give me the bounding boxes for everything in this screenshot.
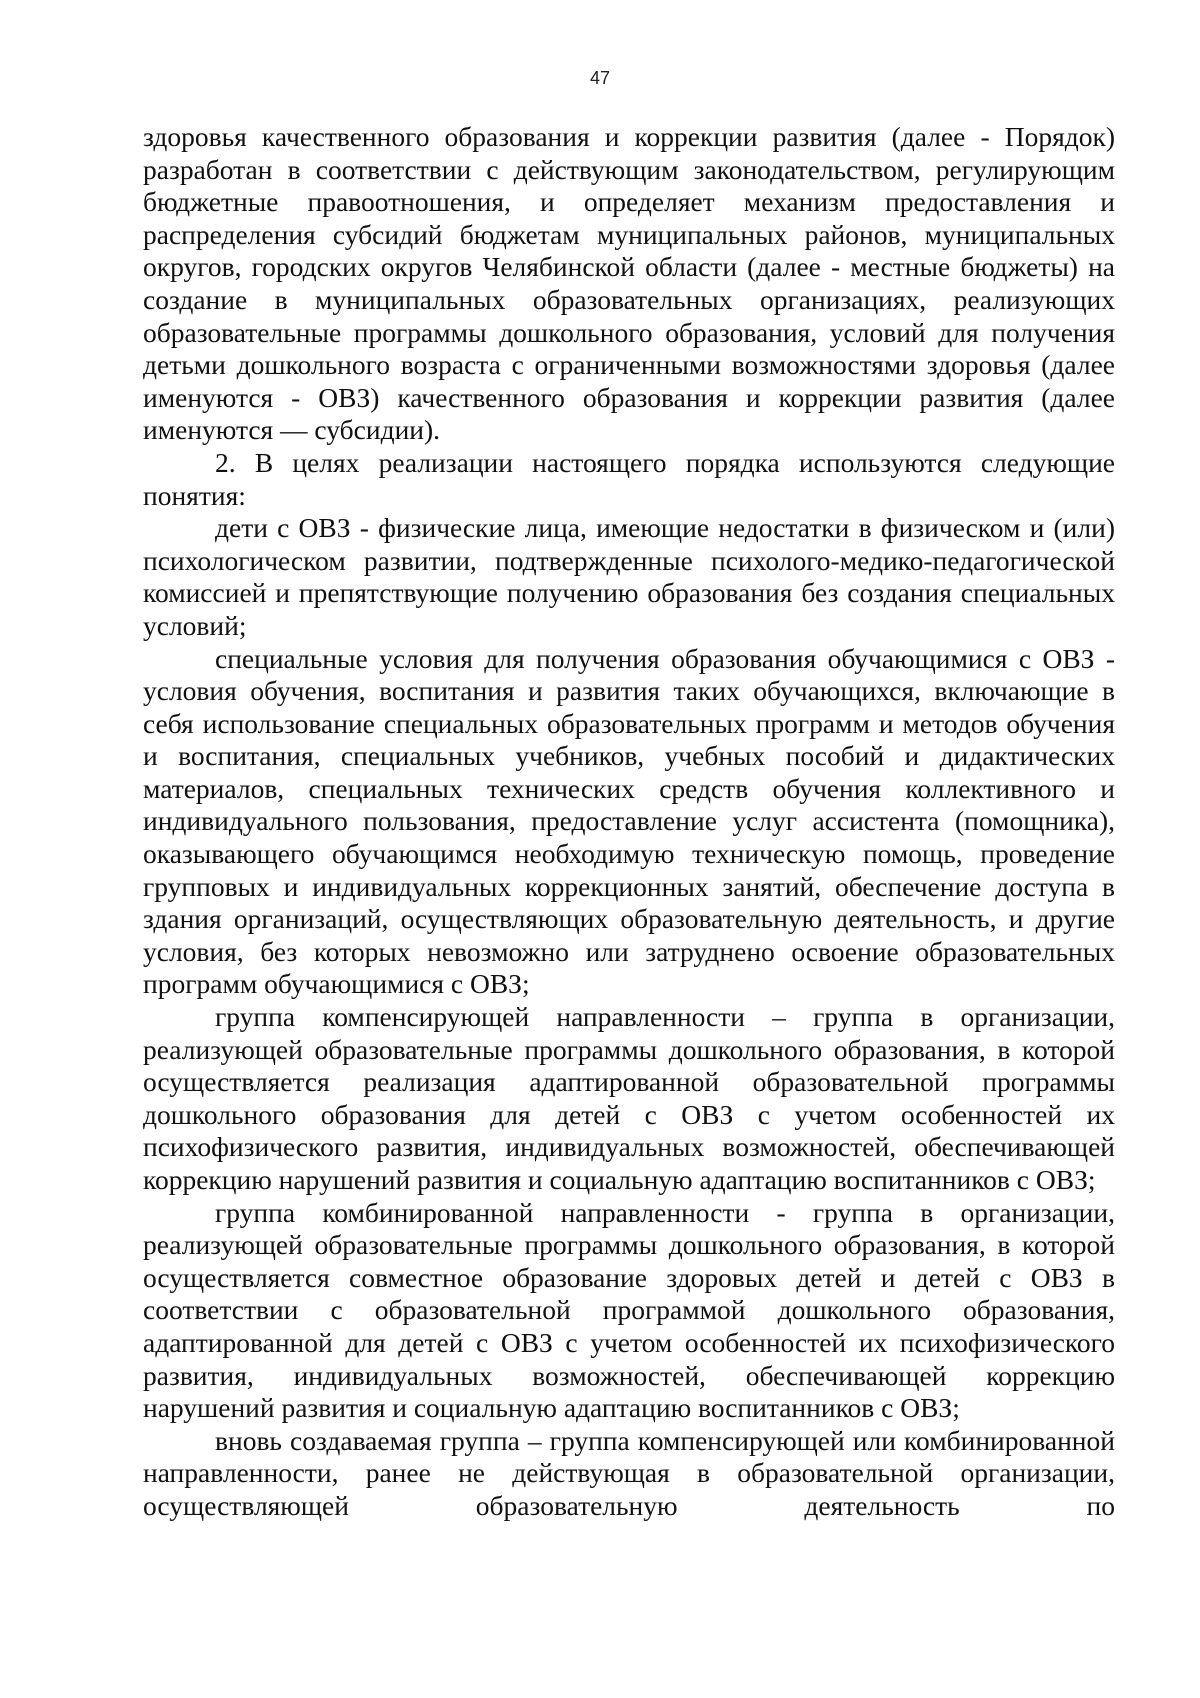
paragraph-definition-compensating-group: группа компенсирующей направленности – группа в организации, реализующей образовательные программы дошкольного образования, в которой осуществляется реализация адаптированной образовательной программы дошкольного образования для детей с ОВЗ с учетом особенностей их психофизического развития, индивидуальных возможностей, обеспечивающей коррекцию нарушений развития и социальную адаптацию воспитанников с ОВЗ;	[143, 1001, 1115, 1195]
paragraph-definition-special-conditions: специальные условия для получения образования обучающимися с ОВЗ - условия обучения, воспитания и развития таких обучающихся, включающие в себя использование специальных образовательных программ и методов обучения и воспитания, специальных учебников, учебных пособий и дидактических материалов, специальных технических средств обучения коллективного и индивидуального пользования, предоставление услуг ассистента (помощника), оказывающего обучающимся необходимую техническую помощь, проведение групповых и индивидуальных коррекционных занятий, обеспечение доступа в здания организаций, осуществляющих образовательную деятельность, и другие условия, без которых невозможно или затруднено освоение образовательных программ обучающимися с ОВЗ;	[143, 642, 1115, 1000]
paragraph-definition-new-group: вновь создаваемая группа – группа компенсирующей или комбинированной направленности, ранее не действующая в образовательной организации, осуществляющей образовательную деятельность по	[143, 1424, 1115, 1521]
paragraph-continuation: здоровья качественного образования и коррекции развития (далее - Порядок) разработан в соответствии с действующим законодательством, регулирующим бюджетные правоотношения, и определяет механизм предоставления и распределения субсидий бюджетам муниципальных районов, муниципальных округов, городских округов Челябинской области (далее - местные бюджеты) на создание в муниципальных образовательных организациях, реализующих образовательные программы дошкольного образования, условий для получения детьми дошкольного возраста с ограниченными возможностями здоровья (далее именуются - ОВЗ) качественного образования и коррекции развития (далее именуются — субсидии).	[143, 121, 1115, 446]
paragraph-clause-2: 2. В целях реализации настоящего порядка используются следующие понятия:	[143, 446, 1115, 511]
paragraph-definition-children-ovz: дети с ОВЗ - физические лица, имеющие недостатки в физическом и (или) психологическом развитии, подтвержденные психолого-медико-педагогической комиссией и препятствующие получению образования без создания специальных условий;	[143, 512, 1115, 641]
document-body	[143, 121, 1115, 1523]
paragraph-definition-combined-group: группа комбинированной направленности - группа в организации, реализующей образовательные программы дошкольного образования, в которой осуществляется совместное образование здоровых детей и детей с ОВЗ в соответствии с образовательной программой дошкольного образования, адаптированной для детей с ОВЗ с учетом особенностей их психофизического развития, индивидуальных возможностей, обеспечивающей коррекцию нарушений развития и социальную адаптацию воспитанников с ОВЗ;	[143, 1196, 1115, 1424]
page-number: 47	[589, 68, 611, 88]
